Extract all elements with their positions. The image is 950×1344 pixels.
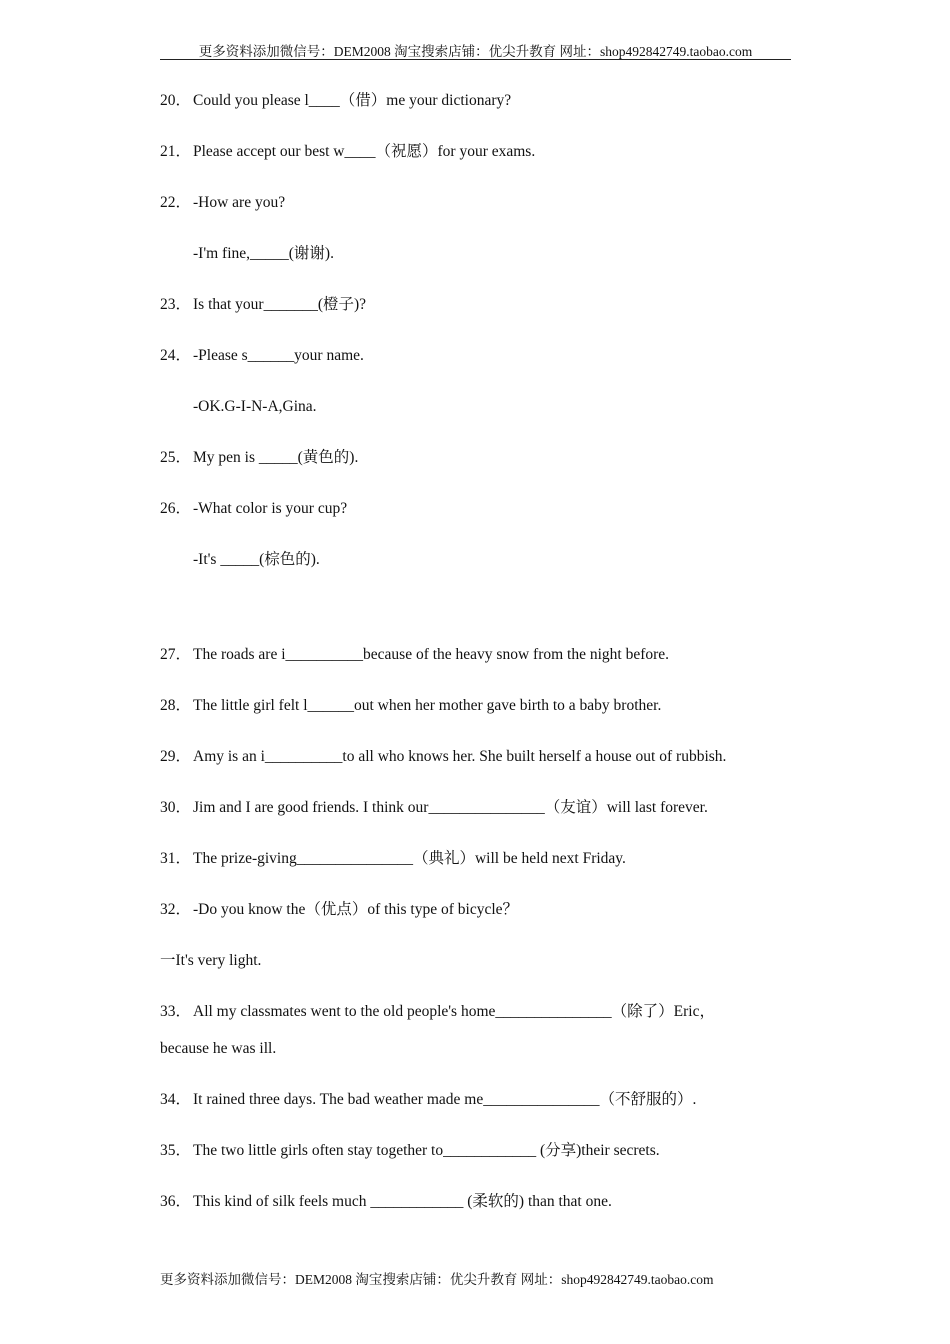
question-number: 32．	[160, 901, 192, 918]
question-26-answer	[193, 550, 320, 570]
question-34	[160, 1090, 696, 1110]
question-20	[160, 91, 511, 111]
question-text: -Please s______your name.	[193, 347, 364, 364]
question-27	[160, 645, 669, 665]
question-26	[160, 499, 347, 519]
question-text: 一It's very light.	[160, 952, 262, 969]
question-text: It rained three days. The bad weather made me_______________（不舒服的）.	[193, 1091, 697, 1108]
question-number: 20．	[160, 92, 192, 109]
question-text: Please accept our best w____（祝愿）for your exams.	[193, 143, 536, 160]
question-number: 30．	[160, 799, 192, 816]
question-text: Could you please l____（借）me your dictionary?	[193, 92, 512, 109]
question-text: The prize-giving_______________（典礼）will be held next Friday.	[193, 850, 626, 867]
question-32	[160, 900, 518, 920]
question-number: 21．	[160, 143, 192, 160]
question-22-answer	[193, 244, 334, 264]
question-33	[160, 1002, 715, 1022]
question-23	[160, 295, 366, 315]
question-35	[160, 1141, 660, 1161]
question-text: because he was ill.	[160, 1040, 277, 1057]
question-text: -OK.G-I-N-A,Gina.	[193, 398, 317, 415]
question-number: 24．	[160, 347, 192, 364]
question-number: 23．	[160, 296, 192, 313]
question-text: Amy is an i__________to all who knows her. She built herself a house out of rubbish.	[193, 748, 727, 765]
question-number: 34．	[160, 1091, 192, 1108]
question-number: 29．	[160, 748, 192, 765]
question-number: 33．	[160, 1003, 192, 1020]
question-22	[160, 193, 285, 213]
question-29	[160, 747, 726, 767]
question-number: 25．	[160, 449, 192, 466]
question-21	[160, 142, 535, 162]
question-text: This kind of silk feels much ____________ (柔软的) than that one.	[193, 1193, 612, 1210]
question-text: -I'm fine,_____(谢谢).	[193, 245, 334, 262]
question-30	[160, 798, 708, 818]
question-text: -It's _____(棕色的).	[193, 551, 320, 568]
question-text: -How are you?	[193, 194, 286, 211]
question-text: The roads are i__________because of the heavy snow from the night before.	[193, 646, 670, 663]
question-text: -Do you know the（优点）of this type of bicycle？	[193, 901, 519, 918]
question-text: Jim and I are good friends. I think our_______________（友谊）will last forever.	[193, 799, 708, 816]
question-text: Is that your_______(橙子)?	[193, 296, 367, 313]
question-number: 31．	[160, 850, 192, 867]
question-number: 26．	[160, 500, 192, 517]
question-number: 35．	[160, 1142, 192, 1159]
question-number: 27．	[160, 646, 192, 663]
question-32-answer	[160, 951, 261, 971]
question-28	[160, 696, 661, 716]
question-number: 36．	[160, 1193, 192, 1210]
question-24	[160, 346, 364, 366]
question-25	[160, 448, 358, 468]
question-text: All my classmates went to the old people's home_______________（除了）Eric，	[193, 1003, 715, 1020]
question-number: 28．	[160, 697, 192, 714]
question-31	[160, 849, 626, 869]
question-24-answer	[193, 397, 317, 417]
question-number: 22．	[160, 194, 192, 211]
question-text: -What color is your cup?	[193, 500, 348, 517]
page-footer: 更多资料添加微信号：DEM2008 淘宝搜索店铺：优尖升教育 网址：shop492842749.taobao.com	[160, 1272, 714, 1287]
question-text: The two little girls often stay together to____________ (分享)their secrets.	[193, 1142, 660, 1159]
question-text: My pen is _____(黄色的).	[193, 449, 359, 466]
page-header: 更多资料添加微信号：DEM2008 淘宝搜索店铺：优尖升教育 网址：shop492842749.taobao.com	[160, 40, 791, 60]
question-text: The little girl felt l______out when her mother gave birth to a baby brother.	[193, 697, 662, 714]
question-36	[160, 1192, 612, 1212]
question-33-continued	[160, 1039, 276, 1059]
